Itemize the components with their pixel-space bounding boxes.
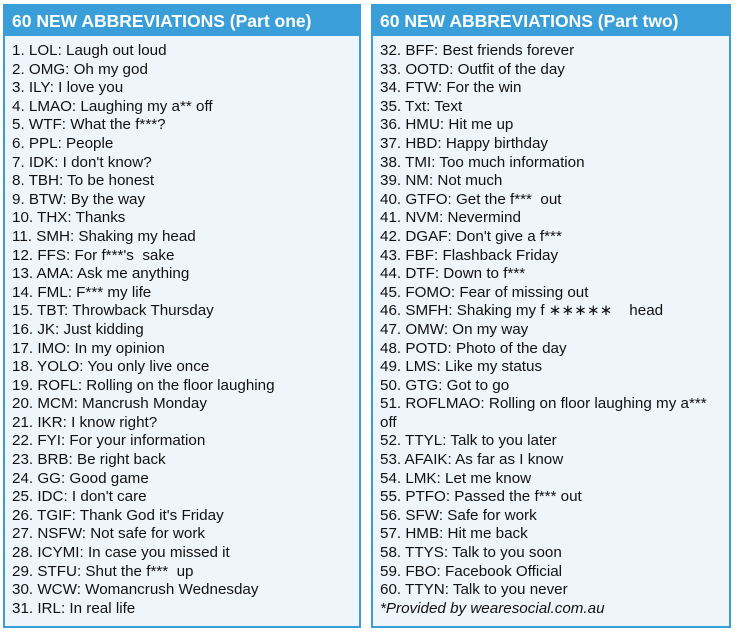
list-item: 2. OMG: Oh my god xyxy=(12,60,148,78)
list-item: 13. AMA: Ask me anything xyxy=(12,265,190,283)
list-item: 1. LOL: Laugh out loud xyxy=(12,42,167,59)
list-item: 31. IRL: In real life xyxy=(12,599,136,617)
list-item: 39. NM: Not much xyxy=(380,172,503,190)
list-item: 24. GG: Good game xyxy=(12,469,149,487)
list-item: 60. TTYN: Talk to you never xyxy=(380,581,568,599)
list-item: 19. ROFL: Rolling on the floor laughing xyxy=(12,376,275,394)
list-item: 51. ROFLMAO: Rolling on floor laughing my a*** off xyxy=(380,395,711,431)
list-item: 40. GTFO: Get the f*** out xyxy=(380,190,562,208)
list-item: 3. ILY: I love you xyxy=(12,79,124,97)
list-item: 53. AFAIK: As far as I know xyxy=(380,451,564,469)
list-item: 48. POTD: Photo of the day xyxy=(380,339,567,357)
list-item: 45. FOMO: Fear of missing out xyxy=(380,283,589,301)
list-item: 42. DGAF: Don't give a f*** xyxy=(380,227,562,245)
list-item: 30. WCW: Womancrush Wednesday xyxy=(12,581,259,599)
list-item: 54. LMK: Let me know xyxy=(380,469,532,487)
list-item: 5. WTF: What the f***? xyxy=(12,116,166,134)
list-item: 20. MCM: Mancrush Monday xyxy=(12,395,207,413)
list-item: 7. IDK: I don't know? xyxy=(12,153,152,171)
list-item: 52. TTYL: Talk to you later xyxy=(380,432,557,450)
list-item: 38. TMI: Too much information xyxy=(380,153,585,171)
panel-title: 60 NEW ABBREVIATIONS (Part two) xyxy=(373,6,729,36)
abbreviation-list xyxy=(380,42,725,618)
list-item: 37. HBD: Happy birthday xyxy=(380,134,548,152)
list-item: 21. IKR: I know right? xyxy=(12,413,158,431)
list-item: 9. BTW: By the way xyxy=(12,190,146,208)
list-item: 55. PTFO: Passed the f*** out xyxy=(380,488,582,506)
list-item: 11. SMH: Shaking my head xyxy=(12,227,196,245)
list-item: 49. LMS: Like my status xyxy=(380,358,543,376)
list-item: 15. TBT: Throwback Thursday xyxy=(12,302,214,320)
list-item: 33. OOTD: Outfit of the day xyxy=(380,60,565,78)
list-item: 28. ICYMI: In case you missed it xyxy=(12,544,230,562)
list-item: 34. FTW: For the win xyxy=(380,79,522,97)
list-item: 12. FFS: For f***'s sake xyxy=(12,246,175,264)
list-item: 43. FBF: Flashback Friday xyxy=(380,246,559,264)
list-item: 8. TBH: To be honest xyxy=(12,172,155,190)
list-item: 4. LMAO: Laughing my a** off xyxy=(12,97,213,115)
list-item: 14. FML: F*** my life xyxy=(12,283,152,301)
list-item: 23. BRB: Be right back xyxy=(12,451,166,469)
list-item: 57. HMB: Hit me back xyxy=(380,525,528,543)
list-item: 18. YOLO: You only live once xyxy=(12,358,210,376)
list-item: 41. NVM: Nevermind xyxy=(380,209,521,227)
list-item: 46. SMFH: Shaking my f ∗∗∗∗∗ head xyxy=(380,302,664,320)
list-item: 17. IMO: In my opinion xyxy=(12,339,165,357)
source-footnote: *Provided by wearesocial.com.au xyxy=(380,599,605,617)
list-item: 35. Txt: Text xyxy=(380,97,463,115)
list-item: 47. OMW: On my way xyxy=(380,320,529,338)
list-item: 58. TTYS: Talk to you soon xyxy=(380,544,562,562)
list-item: 10. THX: Thanks xyxy=(12,209,126,227)
list-item: 44. DTF: Down to f*** xyxy=(380,265,526,283)
list-item: 27. NSFW: Not safe for work xyxy=(12,525,205,543)
panel-title: 60 NEW ABBREVIATIONS (Part one) xyxy=(5,6,359,36)
list-item: 36. HMU: Hit me up xyxy=(380,116,514,134)
list-item: 16. JK: Just kidding xyxy=(12,320,144,338)
list-item: 22. FYI: For your information xyxy=(12,432,206,450)
list-item: 50. GTG: Got to go xyxy=(380,376,510,394)
list-item: 25. IDC: I don't care xyxy=(12,488,147,506)
list-item: 29. STFU: Shut the f*** up xyxy=(12,562,194,580)
abbreviations-panel-part-one xyxy=(3,4,361,628)
list-item: 32. BFF: Best friends forever xyxy=(380,42,575,59)
abbreviation-list xyxy=(12,42,355,618)
list-item: 56. SFW: Safe for work xyxy=(380,506,537,524)
abbreviations-panel-part-two xyxy=(371,4,731,628)
list-item: 59. FBO: Facebook Official xyxy=(380,562,563,580)
list-item: 6. PPL: People xyxy=(12,134,114,152)
list-item: 26. TGIF: Thank God it's Friday xyxy=(12,506,224,524)
